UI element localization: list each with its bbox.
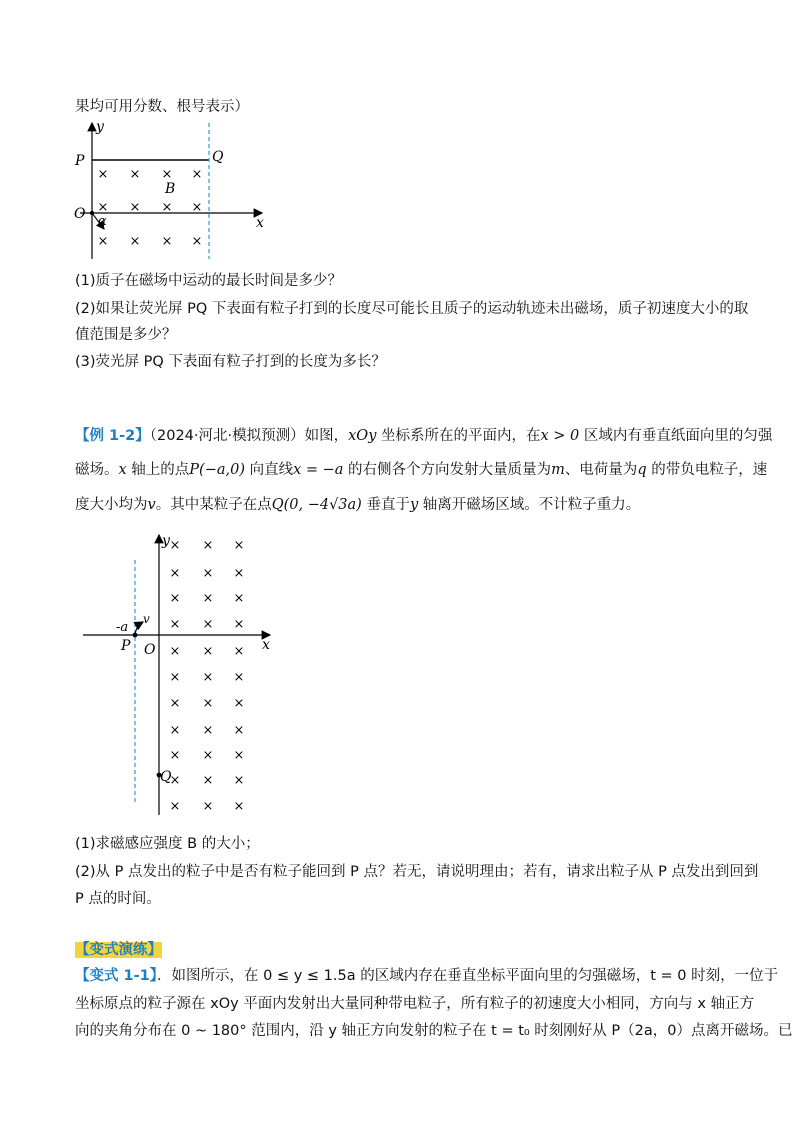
example-text: 度大小均为 — [75, 497, 148, 513]
example-math: x — [118, 462, 127, 478]
fig1-label-alpha: α — [98, 214, 107, 229]
intro-tail-text: 果均可用分数、根号表示） — [75, 99, 249, 115]
svg-text:×: × — [202, 773, 214, 788]
svg-text:×: × — [97, 200, 109, 215]
variant-tag: 【变式 1-1】 — [75, 968, 157, 984]
q2-item-2-cont: P 点的时间。 — [75, 891, 161, 907]
svg-text:×: × — [161, 167, 173, 182]
svg-text:×: × — [233, 538, 245, 553]
svg-text:×: × — [233, 799, 245, 814]
variant-section-title-text: 【变式演练】 — [75, 942, 162, 958]
fig2-label-p: P — [121, 638, 131, 654]
svg-text:×: × — [169, 799, 181, 814]
svg-text:×: × — [233, 591, 245, 606]
fig2-point-p — [133, 633, 138, 638]
svg-text:×: × — [233, 617, 245, 632]
example-tag: 【例 1-2】 — [75, 428, 150, 444]
example-line-3 — [75, 495, 640, 515]
example-text: 垂直于 — [361, 497, 410, 513]
svg-text:×: × — [169, 591, 181, 606]
fig2-label-o: O — [144, 642, 156, 658]
example-math: x = −a — [293, 462, 344, 478]
svg-text:×: × — [233, 670, 245, 685]
example-math: xOy — [348, 428, 377, 444]
example-text: 区域内有垂直纸面向里的匀强 — [579, 428, 773, 444]
q2-item-1: (1)求磁感应强度 B 的大小； — [75, 836, 260, 852]
q1-item-3: (3)荧光屏 PQ 下表面有粒子打到的长度为多长？ — [75, 354, 386, 370]
fig1-label-p: P — [75, 153, 85, 169]
svg-text:×: × — [233, 748, 245, 763]
q2-item-2: (2)从 P 点发出的粒子中是否有粒子能回到 P 点？若无，请说明理由；若有，请求出粒子从 P 点发出到回到 — [75, 864, 759, 880]
svg-text:×: × — [202, 670, 214, 685]
svg-text:×: × — [191, 200, 203, 215]
figure-1-diagram — [70, 117, 270, 262]
svg-text:×: × — [129, 167, 141, 182]
svg-text:×: × — [202, 591, 214, 606]
svg-text:×: × — [169, 773, 181, 788]
fig1-label-x: x — [256, 215, 264, 231]
fig1-field-markers — [98, 167, 203, 249]
svg-text:×: × — [233, 696, 245, 711]
svg-text:×: × — [161, 234, 173, 249]
svg-text:×: × — [202, 723, 214, 738]
svg-text:×: × — [97, 167, 109, 182]
svg-text:×: × — [202, 696, 214, 711]
svg-text:×: × — [233, 644, 245, 659]
figure-2-diagram — [78, 530, 278, 820]
svg-text:×: × — [191, 234, 203, 249]
svg-text:×: × — [202, 799, 214, 814]
example-text: 磁场。 — [75, 462, 119, 478]
example-math: v — [147, 497, 156, 513]
svg-text:×: × — [202, 644, 214, 659]
svg-text:×: × — [202, 748, 214, 763]
variant-text-1: ．如图所示，在 0 ≤ y ≤ 1.5a 的区域内存在垂直坐标平面向里的匀强磁场，t = 0 时刻，一位于 — [157, 968, 779, 984]
svg-text:×: × — [202, 566, 214, 581]
fig1-label-q: Q — [212, 149, 224, 165]
svg-text:×: × — [169, 538, 181, 553]
example-text: 轴离开磁场区域。不计粒子重力。 — [418, 497, 641, 513]
q1-item-2-cont: 值范围是多少？ — [75, 327, 177, 343]
svg-text:×: × — [191, 167, 203, 182]
svg-text:×: × — [169, 723, 181, 738]
example-text: 。其中某粒子在点 — [155, 497, 272, 513]
example-text: 如图， — [304, 428, 349, 444]
variant-line-1 — [75, 966, 778, 986]
svg-text:×: × — [129, 234, 141, 249]
example-text: 轴上的点 — [126, 462, 190, 478]
example-text: 向直线 — [245, 462, 294, 478]
svg-text:×: × — [169, 644, 181, 659]
fig2-label-y: y — [162, 533, 170, 549]
fig1-origin-dot — [90, 211, 94, 215]
svg-text:×: × — [161, 200, 173, 215]
example-math: Q(0, −4√3a) — [271, 497, 362, 513]
example-math: x > 0 — [540, 428, 580, 444]
example-math: q — [637, 462, 647, 478]
variant-line-3: 向的夹角分布在 0 ~ 180° 范围内，沿 y 轴正方向发射的粒子在 t = t₀ 时刻刚好从 P（2a，0）点离开磁场。已 — [75, 1023, 793, 1039]
q1-item-1: (1)质子在磁场中运动的最长时间是多少？ — [75, 273, 343, 289]
svg-text:×: × — [97, 234, 109, 249]
svg-text:×: × — [169, 617, 181, 632]
example-text: 坐标系所在的平面内，在 — [376, 428, 541, 444]
svg-text:×: × — [169, 566, 181, 581]
example-text: 的带负电粒子，速 — [646, 462, 768, 478]
example-line-1 — [75, 426, 772, 446]
variant-line-2: 坐标原点的粒子源在 xOy 平面内发射出大量同种带电粒子，所有粒子的初速度大小相同，方向与 x 轴正方 — [75, 996, 755, 1012]
fig1-label-y: y — [96, 119, 104, 135]
fig2-label-v: v — [143, 612, 150, 626]
example-math: m — [551, 462, 565, 478]
fig2-label-q: Q — [160, 769, 172, 785]
svg-text:×: × — [169, 670, 181, 685]
variant-section-title — [75, 940, 162, 960]
fig2-label-x: x — [262, 637, 270, 653]
svg-text:×: × — [233, 773, 245, 788]
example-text: 的右侧各个方向发射大量质量为 — [343, 462, 552, 478]
fig1-label-o: O — [74, 206, 86, 222]
svg-text:×: × — [169, 696, 181, 711]
example-math: y — [409, 497, 419, 513]
q1-item-2: (2)如果让荧光屏 PQ 下表面有粒子打到的长度尽可能长且质子的运动轨迹未出磁场，质子初速度大小的取 — [75, 301, 749, 317]
example-math: P(−a,0) — [189, 462, 245, 478]
example-text: 、电荷量为 — [564, 462, 638, 478]
fig1-label-b: B — [165, 181, 176, 197]
example-source: （2024·河北·模拟预测） — [149, 428, 305, 444]
svg-text:×: × — [202, 617, 214, 632]
svg-text:×: × — [169, 748, 181, 763]
svg-text:×: × — [233, 723, 245, 738]
svg-text:×: × — [129, 200, 141, 215]
example-line-2 — [75, 460, 767, 480]
svg-text:×: × — [202, 538, 214, 553]
svg-text:×: × — [233, 566, 245, 581]
fig2-field-markers — [170, 538, 245, 814]
fig2-label-neg-a: -a — [116, 620, 129, 635]
